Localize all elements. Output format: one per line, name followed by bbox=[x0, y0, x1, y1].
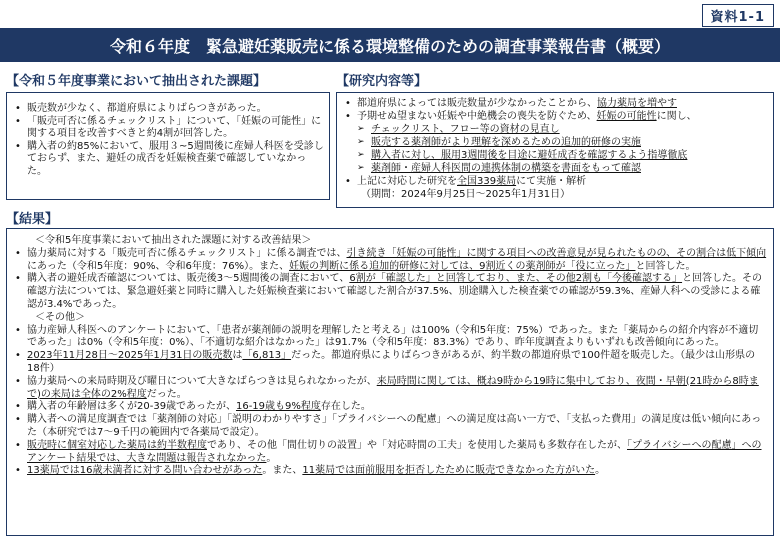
right-section-heading: 【研究内容等】 bbox=[336, 74, 428, 89]
issues-panel bbox=[6, 92, 330, 200]
document-title: 令和６年度 緊急避妊薬販売に係る環境整備のための調査事業報告書（概要） bbox=[0, 28, 780, 62]
document-badge: 資料1-1 bbox=[702, 4, 775, 27]
research-list bbox=[337, 93, 773, 123]
list-item: • 販売数が少なく、都道府県によりばらつきがあった。 bbox=[13, 103, 325, 116]
results-heading: 【結果】 bbox=[6, 212, 59, 227]
sublist-item: ➢ 薬剤師・産婦人科医間の連携体制の構築を書面をもって確認 bbox=[337, 162, 773, 175]
research-sublist bbox=[337, 123, 773, 175]
list-item: • 13薬局では16歳未満者に対する問い合わせがあった。また、11薬局では面前服用を拒否したために販売できなかった方がいた。 bbox=[13, 465, 767, 478]
list-item: • 予期せぬ望まない妊娠や中絶機会の喪失を防ぐため、妊娠の可能性に関し、 bbox=[343, 110, 769, 123]
research-list-2 bbox=[337, 175, 773, 188]
results-list-2 bbox=[13, 325, 767, 479]
list-item: • 上記に対応した研究を全国339薬局にて実施・解析 bbox=[343, 175, 769, 188]
list-item: • 販売時に個室対応した薬局は約半数程度であり、その他「間仕切りの設置」や「対応時間の工夫」を使用した薬局も多数存在したが、「プライバシーへの配慮」へのアンケート結果では、大きな問題は報告されなかった。 bbox=[13, 440, 767, 466]
results-subheading-2: ＜その他＞ bbox=[35, 311, 85, 323]
list-item: • 購入者の年齢層は多くが20-39歳であったが、16-19歳も9%程度存在した。 bbox=[13, 401, 767, 414]
list-item: • 協力薬局への来局時期及び曜日について大きなばらつきは見られなかったが、来局時間に関しては、概ね9時から19時に集中しており、夜間・早朝(21時から8時まで)の来局は全体の2%程度だった。 bbox=[13, 376, 767, 402]
list-item: • 購入者への満足度調査では「薬剤師の対応」「説明のわかりやすさ」「プライバシーへの配慮」への満足度は高い一方で、「支払った費用」の満足度は低い傾向にあった（本研究では7～9千円の範囲内で各薬局で設定）。 bbox=[13, 414, 767, 440]
sublist-item: ➢ 販売する薬剤師がより理解を深めるための追加的研修の実施 bbox=[337, 136, 773, 149]
results-panel bbox=[6, 228, 774, 536]
research-period: （期間：2024年9月25日～2025年1月31日） bbox=[361, 189, 571, 200]
issues-list bbox=[7, 93, 329, 178]
left-section-heading: 【令和５年度事業において抽出された課題】 bbox=[6, 74, 267, 89]
list-item: • 購入者の避妊成否確認については、販売後3～5週間後の調査において、6割が「確認した」と回答しており、また、その他2割も「今後確認する」と回答した。その確認方法については、緊急避妊薬と同時に購入した妊娠検査薬において確認した割合が37.5%、別途購入した検査薬での確認が59.3%、産婦人科への受診による確認が3.4%であった。 bbox=[13, 273, 767, 311]
sublist-item: ➢ チェックリスト、フロー等の資材の見直し bbox=[337, 123, 773, 136]
list-item: • 「販売可否に係るチェックリスト」について、「妊娠の可能性」に関する項目を改善すべきと約4割が回答した。 bbox=[13, 116, 325, 141]
results-list-1 bbox=[13, 248, 767, 312]
results-subheading-1: ＜令和5年度事業において抽出された課題に対する改善結果＞ bbox=[35, 235, 312, 246]
list-item: • 協力薬局に対する「販売可否に係るチェックリスト」に係る調査では、引き続き「妊娠の可能性」に関する項目への改善意見が見られたものの、その割合は低下傾向にあった（令和5年度：90%、令和6年度：76%）。また、妊娠の判断に係る追加的研修に対しては、9割近くの薬剤師が「役に立った」と回答した。 bbox=[13, 248, 767, 274]
list-item: • 2023年11月28日～2025年1月31日の販売数は「6,813」だった。都道府県によりばらつきがあるが、約半数の都道府県で100件超を販売した。（最少は山形県の18件） bbox=[13, 350, 767, 376]
list-item: • 購入者の約85%において、服用３~5週間後に産婦人科医を受診しておらず、また、避妊の成否を妊娠検査薬で確認していなかった。 bbox=[13, 141, 325, 179]
list-item: • 都道府県によっては販売数量が少なかったことから、協力薬局を増やす bbox=[343, 97, 769, 110]
sublist-item: ➢ 購入者に対し、服用3週間後を目途に避妊成否を確認するよう指導徹底 bbox=[337, 149, 773, 162]
research-panel bbox=[336, 92, 774, 208]
list-item: • 協力産婦人科医へのアンケートにおいて、「患者が薬剤師の説明を理解したと考える」は100%（令和5年度：75%）であった。また「薬局からの紹介内容が不適切であった」は0%（令和5年度：0%）、「不適切な紹介はなかった」は91.7%（令和5年度：83.3%）であり、昨年度調査よりもいずれも改善傾向にあった。 bbox=[13, 325, 767, 351]
